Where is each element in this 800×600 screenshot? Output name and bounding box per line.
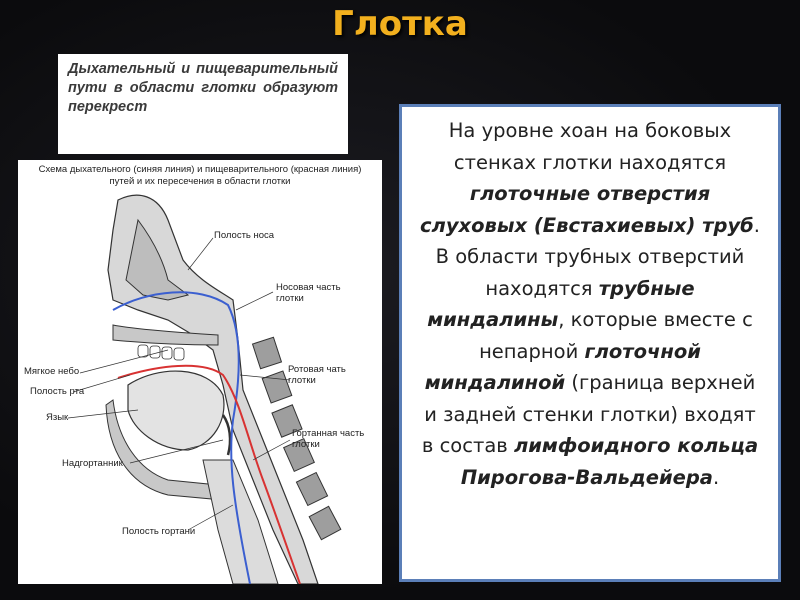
tongue-shape: [128, 371, 224, 450]
description-text-box: [399, 104, 781, 582]
slide-title: Глотка: [332, 4, 468, 44]
label-nasopharynx: Носовая часть глотки: [276, 282, 341, 304]
text-bold-2: трубные миндалины: [427, 276, 695, 331]
text-part-1: На уровне хоан на боковых стенках глотки находятся: [448, 119, 732, 174]
label-nasal-cavity: Полость носа: [214, 230, 275, 241]
text-part-5: .: [712, 465, 720, 489]
diagram-panel: [18, 160, 382, 584]
text-part-2: . В области трубных отверстий находятся: [435, 213, 760, 300]
text-bold-1: глоточные отверстия слуховых (Евстахиевых) труб: [420, 182, 754, 237]
text-part-3: , которые вместе с непарной: [479, 308, 753, 363]
label-oral-cavity: Полость рта: [30, 386, 85, 397]
label-soft-palate: Мягкое небо: [24, 366, 80, 377]
note-box: Дыхательный и пищеварительный пути в области глотки образуют перекрест: [58, 54, 348, 154]
text-bold-4: лимфоидного кольца Пирогова-Вальдейера: [460, 434, 759, 489]
label-tongue: Язык: [46, 412, 69, 423]
diagram-caption: Схема дыхательного (синяя линия) и пищеварительного (красная линия) путей и их пересечения в области глотки: [38, 164, 362, 187]
text-part-4: (граница верхней и задней стенки глотки) входят в состав: [421, 371, 756, 457]
label-epiglottis: Надгортанник: [62, 458, 123, 469]
epiglottis-shape: [223, 415, 230, 455]
text-bold-3: глоточной миндалиной: [424, 339, 701, 394]
label-oropharynx: Ротовая чать глотки: [288, 364, 346, 386]
label-larynx-cavity: Полость гортани: [122, 526, 196, 537]
label-laryngopharynx: Гортанная часть глотки: [292, 428, 365, 450]
